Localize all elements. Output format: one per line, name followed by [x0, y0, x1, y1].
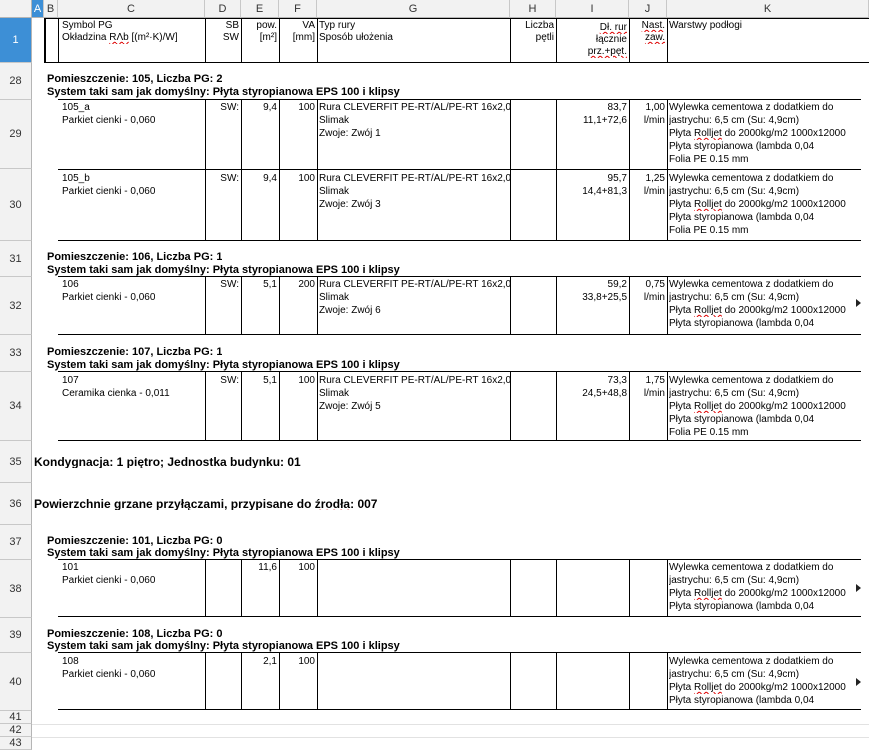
header-sb: SB — [225, 20, 239, 31]
column-header-f[interactable]: F — [279, 0, 317, 18]
header-sw: SW — [222, 32, 239, 43]
column-header-h[interactable]: H — [510, 0, 556, 18]
coils: Zwoje: Zwój 6 — [319, 305, 381, 316]
layer-line: Wylewka cementowa z dodatkiem do — [669, 656, 834, 667]
valve-unit: l/min — [643, 186, 665, 197]
header-pow: pow. — [256, 20, 277, 31]
row-header[interactable]: 34 — [0, 372, 32, 441]
layer-line: jastrychu: 6,5 cm (Su: 4,9cm) — [669, 575, 800, 586]
valve-setting: 1,00 — [645, 102, 665, 113]
valve-setting: 1,25 — [645, 173, 665, 184]
section-subtitle: System taki sam jak domyślny: Płyta styropianowa EPS 100 i klipsy — [47, 640, 400, 652]
row-header[interactable]: 32 — [0, 277, 32, 335]
pipe-length: 73,3 — [607, 375, 627, 386]
valve-unit: l/min — [643, 115, 665, 126]
section-subtitle: System taki sam jak domyślny: Płyta styropianowa EPS 100 i klipsy — [47, 86, 400, 98]
row-header[interactable]: 40 — [0, 653, 32, 711]
header-dl-rur: Dł. rur — [599, 22, 627, 33]
layer-line: Wylewka cementowa z dodatkiem do — [669, 279, 834, 290]
va: 100 — [298, 656, 315, 667]
header-prz-pet: prz.+pęt. — [587, 46, 627, 57]
layer-line: jastrychu: 6,5 cm (Su: 4,9cm) — [669, 292, 800, 303]
pipe-length-split: 24,5+48,8 — [582, 388, 627, 399]
area: 2,1 — [263, 656, 277, 667]
va: 100 — [298, 102, 315, 113]
source-heading: Powierzchnie grzane przyłączami, przypisane do źrodła: 007 — [34, 498, 378, 510]
header-lacznie: łącznie — [595, 34, 627, 45]
column-header-k[interactable]: K — [667, 0, 869, 18]
okladzina: Parkiet cienki - 0,060 — [62, 292, 156, 303]
layer-line: Wylewka cementowa z dodatkiem do — [669, 375, 834, 386]
text-overflow-arrow-icon — [856, 299, 861, 307]
area: 5,1 — [263, 279, 277, 290]
pipe-type: Rura CLEVERFIT PE-RT/AL/PE-RT 16x2,0 — [319, 375, 512, 386]
text-overflow-arrow-icon — [856, 678, 861, 686]
gridline — [32, 724, 869, 725]
layer-line: Płyta Rolljet do 2000kg/m2 1000x12000 — [669, 199, 846, 210]
header-liczba: Liczba — [525, 20, 554, 31]
header-va-unit: [mm] — [292, 32, 315, 43]
area: 9,4 — [263, 173, 277, 184]
layer-line: Płyta Rolljet do 2000kg/m2 1000x12000 — [669, 305, 846, 316]
pipe-length-split: 14,4+81,3 — [582, 186, 627, 197]
layer-line: jastrychu: 6,5 cm (Su: 4,9cm) — [669, 388, 800, 399]
pipe-type: Rura CLEVERFIT PE-RT/AL/PE-RT 16x2,0 — [319, 279, 512, 290]
section-title: Pomieszczenie: 105, Liczba PG: 2 — [47, 73, 223, 85]
coils: Zwoje: Zwój 5 — [319, 401, 381, 412]
row-header[interactable]: 41 — [0, 711, 32, 724]
header-petli: pętli — [535, 32, 554, 43]
gridline — [32, 737, 869, 738]
row-header[interactable]: 37 — [0, 525, 32, 560]
pipe-length-split: 33,8+25,5 — [582, 292, 627, 303]
symbol-pg: 105_b — [62, 173, 90, 184]
pipe-type: Rura CLEVERFIT PE-RT/AL/PE-RT 16x2,0 — [319, 102, 512, 113]
header-zaw: zaw. — [644, 32, 665, 43]
header-pow-unit: [m²] — [259, 32, 277, 43]
okladzina: Parkiet cienki - 0,060 — [62, 575, 156, 586]
pipe-length-split: 11,1+72,6 — [582, 115, 627, 126]
layer-line: Płyta styropianowa (lambda 0,04 — [669, 318, 815, 329]
pipe-type: Rura CLEVERFIT PE-RT/AL/PE-RT 16x2,0 — [319, 173, 512, 184]
layer-line: Folia PE 0.15 mm — [669, 225, 749, 236]
layout-method: Ślimak — [319, 292, 350, 303]
valve-unit: l/min — [643, 388, 665, 399]
row-header[interactable]: 38 — [0, 560, 32, 618]
text-overflow-arrow-icon — [856, 584, 861, 592]
sb-sw: SW: — [220, 102, 239, 113]
area: 5,1 — [263, 375, 277, 386]
column-header-a[interactable]: A — [32, 0, 44, 18]
va: 100 — [298, 173, 315, 184]
section-subtitle: System taki sam jak domyślny: Płyta styropianowa EPS 100 i klipsy — [47, 547, 400, 559]
storey-heading: Kondygnacja: 1 piętro; Jednostka budynku: 01 — [34, 456, 301, 468]
sb-sw: SW: — [220, 279, 239, 290]
select-all-corner[interactable] — [0, 0, 32, 18]
section-title: Pomieszczenie: 107, Liczba PG: 1 — [47, 346, 223, 358]
row-header[interactable]: 29 — [0, 100, 32, 169]
valve-setting: 0,75 — [645, 279, 665, 290]
symbol-pg: 101 — [62, 562, 79, 573]
layer-line: Płyta Rolljet do 2000kg/m2 1000x12000 — [669, 682, 846, 693]
symbol-pg: 106 — [62, 279, 79, 290]
layer-line: Płyta Rolljet do 2000kg/m2 1000x12000 — [669, 128, 846, 139]
layout-method: Ślimak — [319, 115, 350, 126]
row-header[interactable]: 1 — [0, 18, 32, 63]
va: 100 — [298, 562, 315, 573]
okladzina: Parkiet cienki - 0,060 — [62, 115, 156, 126]
section-title: Pomieszczenie: 101, Liczba PG: 0 — [47, 535, 223, 547]
layer-line: Wylewka cementowa z dodatkiem do — [669, 562, 834, 573]
layer-line: Folia PE 0.15 mm — [669, 154, 749, 165]
header-typ-rury: Typ rury — [319, 20, 356, 31]
header-va: VA — [302, 20, 315, 31]
header-symbol-pg: Symbol PG — [62, 20, 113, 31]
header-sposob: Sposób ułożenia — [319, 32, 393, 43]
layer-line: Płyta Rolljet do 2000kg/m2 1000x12000 — [669, 401, 846, 412]
okladzina: Parkiet cienki - 0,060 — [62, 669, 156, 680]
header-nast: Nast. — [641, 20, 665, 31]
column-header-e[interactable]: E — [241, 0, 279, 18]
area: 11,6 — [258, 562, 277, 573]
header-warstwy: Warstwy podłogi — [669, 20, 742, 31]
valve-setting: 1,75 — [645, 375, 665, 386]
row-header[interactable]: 39 — [0, 618, 32, 653]
column-header-g[interactable]: G — [317, 0, 510, 18]
symbol-pg: 105_a — [62, 102, 90, 113]
layout-method: Ślimak — [319, 186, 350, 197]
sb-sw: SW: — [220, 375, 239, 386]
section-title: Pomieszczenie: 108, Liczba PG: 0 — [47, 628, 223, 640]
layer-line: jastrychu: 6,5 cm (Su: 4,9cm) — [669, 115, 800, 126]
column-header-c[interactable]: C — [58, 0, 205, 18]
sb-sw: SW: — [220, 173, 239, 184]
row-header[interactable]: 31 — [0, 241, 32, 277]
area: 9,4 — [263, 102, 277, 113]
layer-line: jastrychu: 6,5 cm (Su: 4,9cm) — [669, 186, 800, 197]
symbol-pg: 108 — [62, 656, 79, 667]
layer-line: Płyta styropianowa (lambda 0,04 — [669, 414, 815, 425]
section-subtitle: System taki sam jak domyślny: Płyta styropianowa EPS 100 i klipsy — [47, 264, 400, 276]
column-header-d[interactable]: D — [205, 0, 241, 18]
column-header-i[interactable]: I — [556, 0, 629, 18]
pipe-length: 59,2 — [607, 279, 627, 290]
layer-line: Płyta styropianowa (lambda 0,04 — [669, 141, 815, 152]
row-header[interactable]: 30 — [0, 169, 32, 241]
okladzina: Ceramika cienka - 0,011 — [62, 388, 170, 399]
row-header[interactable]: 43 — [0, 737, 32, 750]
layer-line: Płyta Rolljet do 2000kg/m2 1000x12000 — [669, 588, 846, 599]
layer-line: Płyta styropianowa (lambda 0,04 — [669, 601, 815, 612]
layer-line: Płyta styropianowa (lambda 0,04 — [669, 212, 815, 223]
valve-unit: l/min — [643, 292, 665, 303]
layer-line: Wylewka cementowa z dodatkiem do — [669, 102, 834, 113]
column-header-j[interactable]: J — [629, 0, 667, 18]
va: 100 — [298, 375, 315, 386]
layer-line: Płyta styropianowa (lambda 0,04 — [669, 695, 815, 706]
layer-line: Wylewka cementowa z dodatkiem do — [669, 173, 834, 184]
row-header[interactable]: 42 — [0, 724, 32, 737]
layer-line: Folia PE 0.15 mm — [669, 427, 749, 438]
va: 200 — [298, 279, 315, 290]
pipe-length: 83,7 — [607, 102, 627, 113]
row-header[interactable]: 28 — [0, 63, 32, 100]
coils: Zwoje: Zwój 1 — [319, 128, 381, 139]
pipe-length: 95,7 — [607, 173, 627, 184]
header-okladzina: Okładzina RΛb [(m²·K)/W] — [62, 32, 178, 43]
row-header[interactable]: 35 — [0, 441, 32, 483]
row-header[interactable]: 36 — [0, 483, 32, 525]
layer-line: jastrychu: 6,5 cm (Su: 4,9cm) — [669, 669, 800, 680]
okladzina: Parkiet cienki - 0,060 — [62, 186, 156, 197]
coils: Zwoje: Zwój 3 — [319, 199, 381, 210]
section-title: Pomieszczenie: 106, Liczba PG: 1 — [47, 251, 223, 263]
section-subtitle: System taki sam jak domyślny: Płyta styropianowa EPS 100 i klipsy — [47, 359, 400, 371]
column-header-b[interactable]: B — [44, 0, 58, 18]
symbol-pg: 107 — [62, 375, 79, 386]
layout-method: Ślimak — [319, 388, 350, 399]
row-header[interactable]: 33 — [0, 335, 32, 372]
